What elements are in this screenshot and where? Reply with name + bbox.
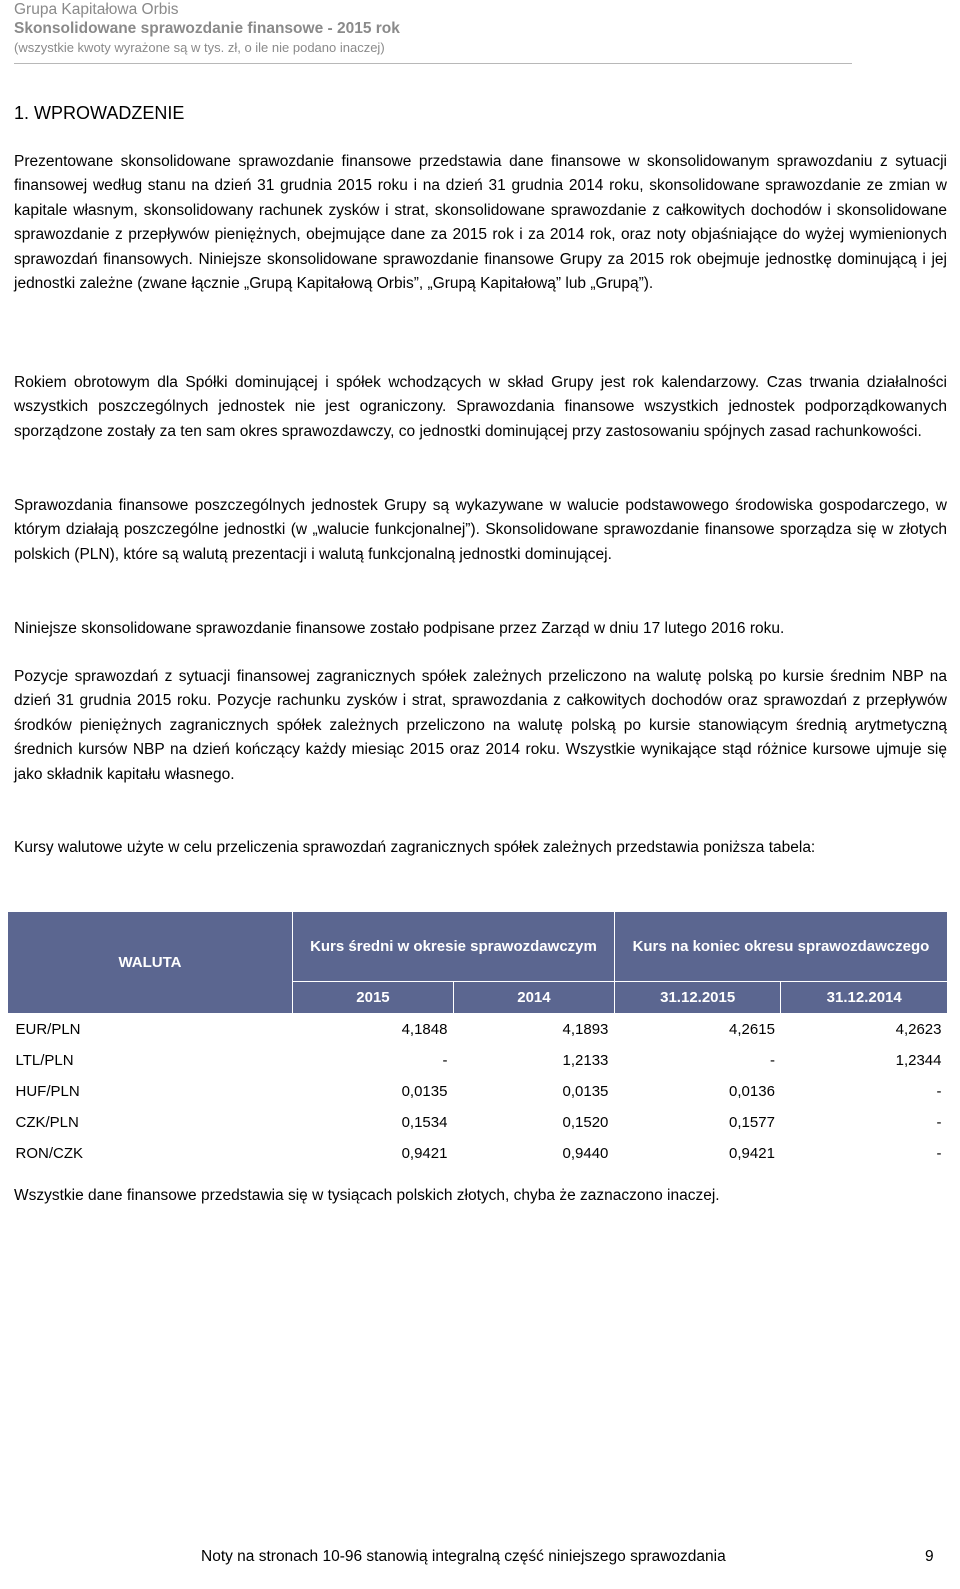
rate-value: - [936,1113,942,1131]
rate-value: 0,9421 [401,1144,448,1162]
company-name: Grupa Kapitałowa Orbis [14,1,179,18]
header-period-end-rate: Kurs na koniec okresu sprawozdawczego [614,912,947,982]
header-currency: WALUTA [8,912,293,1014]
rate-value: - [442,1051,448,1069]
rate-value: 0,9440 [562,1144,609,1162]
rate-value: 0,0135 [401,1082,448,1100]
rate-value: 0,1520 [562,1113,609,1131]
currency-pair: EUR/PLN [15,1020,81,1038]
paragraph-fiscal-year: Rokiem obrotowym dla Spółki dominującej i spółek wchodzących w skład Grupy jest rok kalendarzowy. Czas trwania działalności wszystkich poszczególnych jednostek nie jest ograniczony. Sprawozdania finansowe wszystkich jednostek podporządkowanych sporządzone zostały za ten sam okres sprawozdawczy, co jednostki dominującej przy zastosowaniu spójnych zasad rachunkowości. [14,374,947,440]
rate-value: 0,9421 [729,1144,775,1162]
rate-value: - [936,1082,942,1100]
currency-pair: CZK/PLN [15,1113,79,1131]
header-average-rate: Kurs średni w okresie sprawozdawczym [293,912,615,982]
header-year: 2014 [453,982,614,1014]
header-year: 2015 [293,982,454,1014]
paragraph-approval: Niniejsze skonsolidowane sprawozdanie finansowe zostało podpisane przez Zarząd w dniu 17 lutego 2016 roku. [14,620,785,637]
rate-value: 4,1893 [562,1020,609,1038]
rate-value: - [769,1051,775,1069]
table-row [8,1107,948,1138]
exchange-rates-table [7,911,948,1169]
rate-value: 0,0136 [729,1082,775,1100]
page-number: 9 [925,1548,934,1565]
closing-note: Wszystkie dane finansowe przedstawia się w tysiącach polskich złotych, chyba że zaznaczono inaczej. [14,1187,720,1204]
section-title: 1. WPROWADZENIE [14,103,185,123]
table-row [8,1014,948,1045]
rate-value: 0,0135 [562,1082,609,1100]
paragraph-currency: Sprawozdania finansowe poszczególnych jednostek Grupy są wykazywane w walucie podstawowego środowiska gospodarczego, w którym działają poszczególne jednostki (w „walucie funkcjonalnej”). Skonsolidowane sprawozdanie finansowe sporządza się w złotych polskich (PLN), które są walutą prezentacji i walutą funkcjonalną jednostki dominującej. [14,497,947,563]
rate-value: 0,1577 [729,1113,775,1131]
paragraph-translation: Pozycje sprawozdań z sytuacji finansowej zagranicznych spółek zależnych przeliczono na walutę polską po kursie średnim NBP na dzień 31 grudnia 2015 roku. Pozycje rachunku zysków i strat, sprawozdania z całkowitych dochodów oraz sprawozdań z przepływów środków pieniężnych zagranicznych spółek zależnych przeliczono na walutę polską po kursie stanowiącym średnią arytmetyczną średnich kursów NBP na dzień kończący każdy miesiąc 2015 oraz 2014 roku. Wszystkie wynikające stąd różnice kursowe ujmuje się jako składnik kapitału własnego. [14,668,947,783]
table-row [8,1076,948,1107]
rate-value: 1,2133 [562,1051,609,1069]
page-header [14,0,852,64]
rate-value: 4,1848 [401,1020,448,1038]
header-year: 31.12.2014 [781,982,948,1014]
rate-value: 4,2615 [729,1020,775,1038]
table-row [8,1045,948,1076]
report-title: Skonsolidowane sprawozdanie finansowe - 2015 rok [14,20,400,37]
paragraph-intro: Prezentowane skonsolidowane sprawozdanie finansowe przedstawia dane finansowe w skonsolidowanym sprawozdaniu z sytuacji finansowej według stanu na dzień 31 grudnia 2015 roku i na dzień 31 grudnia 2014 roku, skonsolidowane sprawozdanie ze zmian w kapitale własnym, skonsolidowany rachunek zysków i strat, skonsolidowane sprawozdanie z całkowitych dochodów i skonsolidowane sprawozdanie z przepływów pieniężnych, obejmujące dane za 2015 rok i za 2014 rok, oraz noty objaśniające do wyżej wymienionych sprawozdań finansowych. Niniejsze skonsolidowane sprawozdanie finansowe Grupy za 2015 rok obejmuje jednostkę dominującą i jej jednostki zależne (zwane łącznie „Grupą Kapitałową Orbis”, „Grupą Kapitałową” lub „Grupą”). [14,153,947,293]
page-footer-text: Noty na stronach 10-96 stanowią integralną część niniejszego sprawozdania [201,1548,726,1565]
currency-pair: HUF/PLN [15,1082,80,1100]
table-row [8,1138,948,1169]
currency-pair: LTL/PLN [15,1051,74,1069]
rate-value: 0,1534 [401,1113,448,1131]
rate-value: 4,2623 [895,1020,942,1038]
rate-value: - [936,1144,942,1162]
header-year: 31.12.2015 [614,982,781,1014]
amounts-note: (wszystkie kwoty wyrażone są w tys. zł, o ile nie podano inaczej) [14,40,385,55]
paragraph-table-intro: Kursy walutowe użyte w celu przeliczenia sprawozdań zagranicznych spółek zależnych przedstawia poniższa tabela: [14,839,816,856]
rate-value: 1,2344 [895,1051,942,1069]
currency-pair: RON/CZK [15,1144,83,1162]
